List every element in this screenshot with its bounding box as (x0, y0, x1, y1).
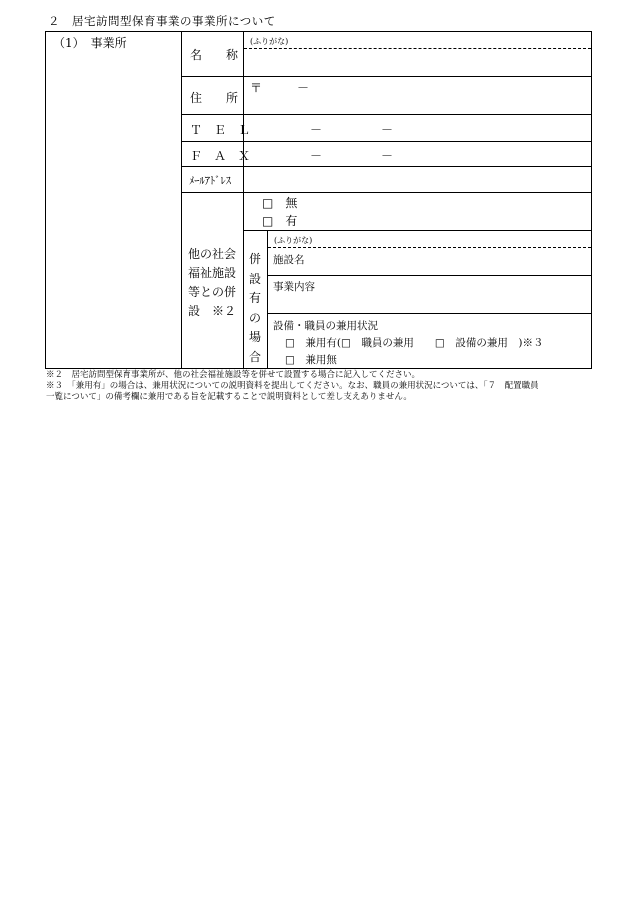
shared-facility-label (188, 245, 236, 321)
furigana-separator-facility (268, 247, 591, 248)
case-char-5: 場 (249, 330, 262, 344)
section-label: （1） 事業所 (53, 36, 127, 50)
postal-dash: － (297, 81, 310, 95)
table-border-right (591, 31, 592, 369)
address-label: 住 所 (190, 91, 239, 105)
case-char-6: 合 (249, 349, 262, 364)
row-divider-options (243, 230, 592, 231)
note-2: ※２ 居宅訪問型保育事業所が、他の社会福祉施設等を併せて設置する場合に記入してください。 (46, 370, 421, 380)
name-label: 名 称 (190, 48, 239, 62)
table-border-bottom (45, 368, 592, 369)
case-vertical-label (249, 250, 263, 367)
tel-dash-2: － (381, 123, 394, 137)
address-field[interactable] (244, 77, 591, 114)
tel-label: Ｔ Ｅ Ｌ (190, 123, 251, 137)
shared-label-line-2: 福祉施設 (188, 266, 237, 280)
row-divider-email (181, 192, 592, 193)
facility-staff-status-label: 設備・職員の兼用状況 (273, 320, 378, 332)
fax-dash-1: － (310, 149, 323, 163)
facility-name-label: 施設名 (273, 254, 305, 266)
case-char-2: 設 (249, 271, 262, 286)
fax-dash-2: － (381, 149, 394, 163)
shared-use-no-option[interactable]: □ 兼用無 (285, 354, 337, 366)
shared-label-line-3: 等との併 (188, 285, 237, 299)
email-field[interactable] (244, 167, 591, 192)
option-yes-checkbox[interactable]: □ 有 (262, 214, 298, 228)
table-border-top (45, 31, 592, 32)
office-form-table (45, 31, 592, 369)
tel-field[interactable] (244, 115, 591, 141)
note-3-line-1: ※３ 「兼用有」の場合は、兼用状況についての説明資料を提出してください。なお、職員の兼用状況については、「７ 配置職員 (46, 381, 539, 391)
shared-label-line-1: 他の社会 (188, 247, 237, 261)
row-divider-facility-name (267, 275, 592, 276)
case-char-4: の (249, 310, 262, 325)
column-divider-1 (181, 31, 182, 369)
note-3-line-2: 一覧について」の備考欄に兼用である旨を記載することで説明資料として差し支えありません。 (46, 392, 412, 402)
shared-label-line-4: 設 ※２ (188, 304, 237, 318)
option-none-checkbox[interactable]: □ 無 (262, 196, 298, 210)
email-label: ﾒｰﾙｱﾄﾞﾚｽ (189, 175, 231, 187)
furigana-label: (ふりがな) (250, 37, 289, 46)
case-char-3: 有 (249, 291, 262, 305)
name-field[interactable] (244, 49, 591, 76)
column-divider-case (267, 230, 268, 368)
tel-dash-1: － (310, 123, 323, 137)
postal-mark: 〒 (250, 81, 263, 95)
facility-furigana-label: (ふりがな) (274, 236, 313, 245)
business-content-label: 事業内容 (273, 281, 315, 293)
fax-label: Ｆ Ａ Ｘ (190, 149, 251, 163)
case-char-1: 併 (249, 252, 262, 266)
shared-use-yes-option[interactable]: □ 兼用有(□ 職員の兼用 □ 設備の兼用 )※３ (285, 337, 544, 349)
table-border-left (45, 31, 46, 369)
section-heading: ２ 居宅訪問型保育事業の事業所について (48, 14, 276, 28)
fax-field[interactable] (244, 142, 591, 166)
row-divider-business (267, 313, 592, 314)
